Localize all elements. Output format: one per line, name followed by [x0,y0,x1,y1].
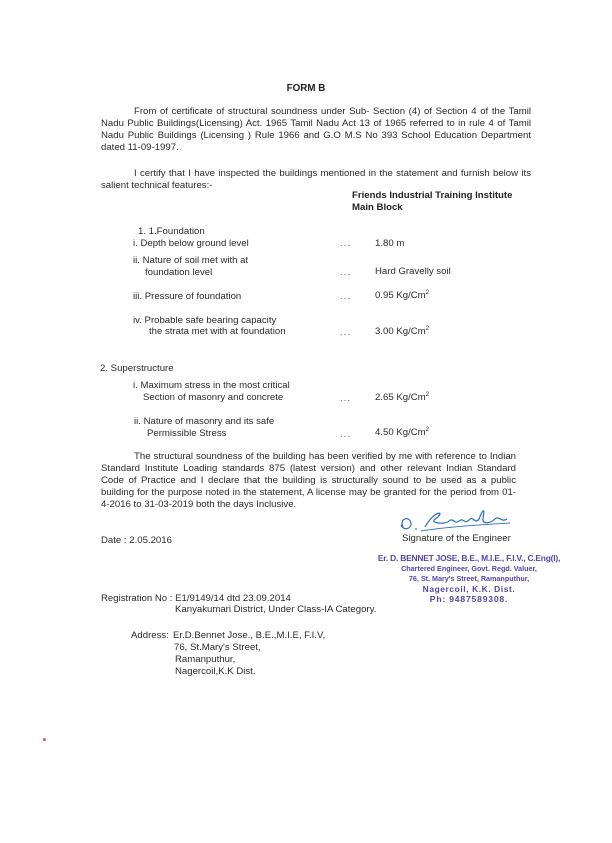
engineer-signature [395,505,515,535]
intro-text: From of certificate of structural soundness under Sub- Section (4) of Section 4 of the Tamil Nadu Public Buildings(Licensing) Act. 1965 Tamil Nadu Act 13 of 1965 referred to in rule 4 of Tamil Nadu Public Buildings (Licensing ) Rule 1966 and G.O M.S No 393 School Education Department dated 11-09-1997. [101,106,531,153]
leader-dots: ... [340,267,351,278]
address-line: Er.D.Bennet Jose., B.E.,M.I.E, F.I.V, [173,630,326,641]
leader-dots: ... [340,327,351,338]
item-value: Hard Gravelly soil [375,266,451,277]
item-label: ii. Nature of soil met with at [133,255,249,266]
item-value [375,326,429,338]
item-label-cont: the strata met with at foundation [149,326,286,337]
building-block: Main Block [352,202,403,213]
registration-category: Kanyakumari District, Under Class-IA Category. [175,604,377,615]
item-value [375,427,429,439]
item-label: i. Depth below ground level [133,238,249,249]
building-name: Friends Industrial Training Institute [352,190,513,201]
date: Date : 2.05.2016 [101,535,172,546]
superstructure-heading: 2. Superstructure [100,363,174,374]
certify-paragraph [101,168,531,192]
declaration-paragraph [101,451,516,511]
address-line: Ramanputhur, [175,654,236,665]
signature-label: Signature of the Engineer [402,533,511,544]
stamp-line: Er. D. BENNET JOSE, B.E., M.I.E., F.I.V., C.Eng(I), [377,553,561,563]
item-value [375,290,429,302]
value-text: 3.00 Kg/Cm [375,326,426,337]
foundation-heading: 1. 1.Foundation [138,226,205,237]
unit-superscript: 2 [425,290,430,296]
item-label-cont: Section of masonry and concrete [143,392,284,403]
item-label: ii. Nature of masonry and its safe [134,416,275,427]
certify-text: I certify that I have inspected the buildings mentioned in the statement and furnish below its salient technical features:- [101,168,531,191]
item-label: i. Maximum stress in the most critical [133,380,290,391]
item-label: iii. Pressure of foundation [133,291,242,302]
form-title: FORM B [286,83,326,94]
value-text: 0.95 Kg/Cm [375,290,426,301]
address-line: Nagercoil,K.K Dist. [175,666,256,677]
scan-speck [43,738,46,741]
item-value [375,392,429,404]
leader-dots: ... [340,238,351,249]
declaration-text: The structural soundness of the building has been verified by me with reference to Indian Standard Institute Loading standards 875 (latest version) and other relevant Indian Standard Code of Practice and I declare that the building is structurally sound to be used as a public building for the purpose noted in the statement, A license may be granted for the period from 01-4-2016 to 31-03-2019 both the days Inclusive. [101,451,516,510]
stamp-line: Ph: 9487589308. [429,594,509,604]
item-label-cont: Permissible Stress [147,428,227,439]
intro-paragraph [101,106,531,154]
item-label-cont: foundation level [145,267,213,278]
leader-dots: ... [340,393,351,404]
unit-superscript: 2 [425,392,430,398]
leader-dots: ... [340,291,351,302]
address-line: 76, St.Mary's Street, [174,642,261,653]
stamp-line: Nagercoil, K.K. Dist. [422,584,516,594]
stamp-line: 76, St. Mary's Street, Ramanputhur, [408,574,530,583]
unit-superscript: 2 [425,326,430,332]
value-text: 2.65 Kg/Cm [375,392,426,403]
unit-superscript: 2 [425,427,430,433]
stamp-line: Chartered Engineer, Govt. Regd. Valuer, [401,564,537,573]
engineer-stamp [376,553,562,605]
item-label: iv. Probable safe bearing capacity [133,315,277,326]
address-label: Address: [131,630,169,641]
item-value: 1.80 m [375,238,405,249]
registration-number: Registration No : E1/9149/14 dtd 23.09.2014 [101,593,291,604]
value-text: 4.50 Kg/Cm [375,427,426,438]
leader-dots: ... [340,429,351,440]
